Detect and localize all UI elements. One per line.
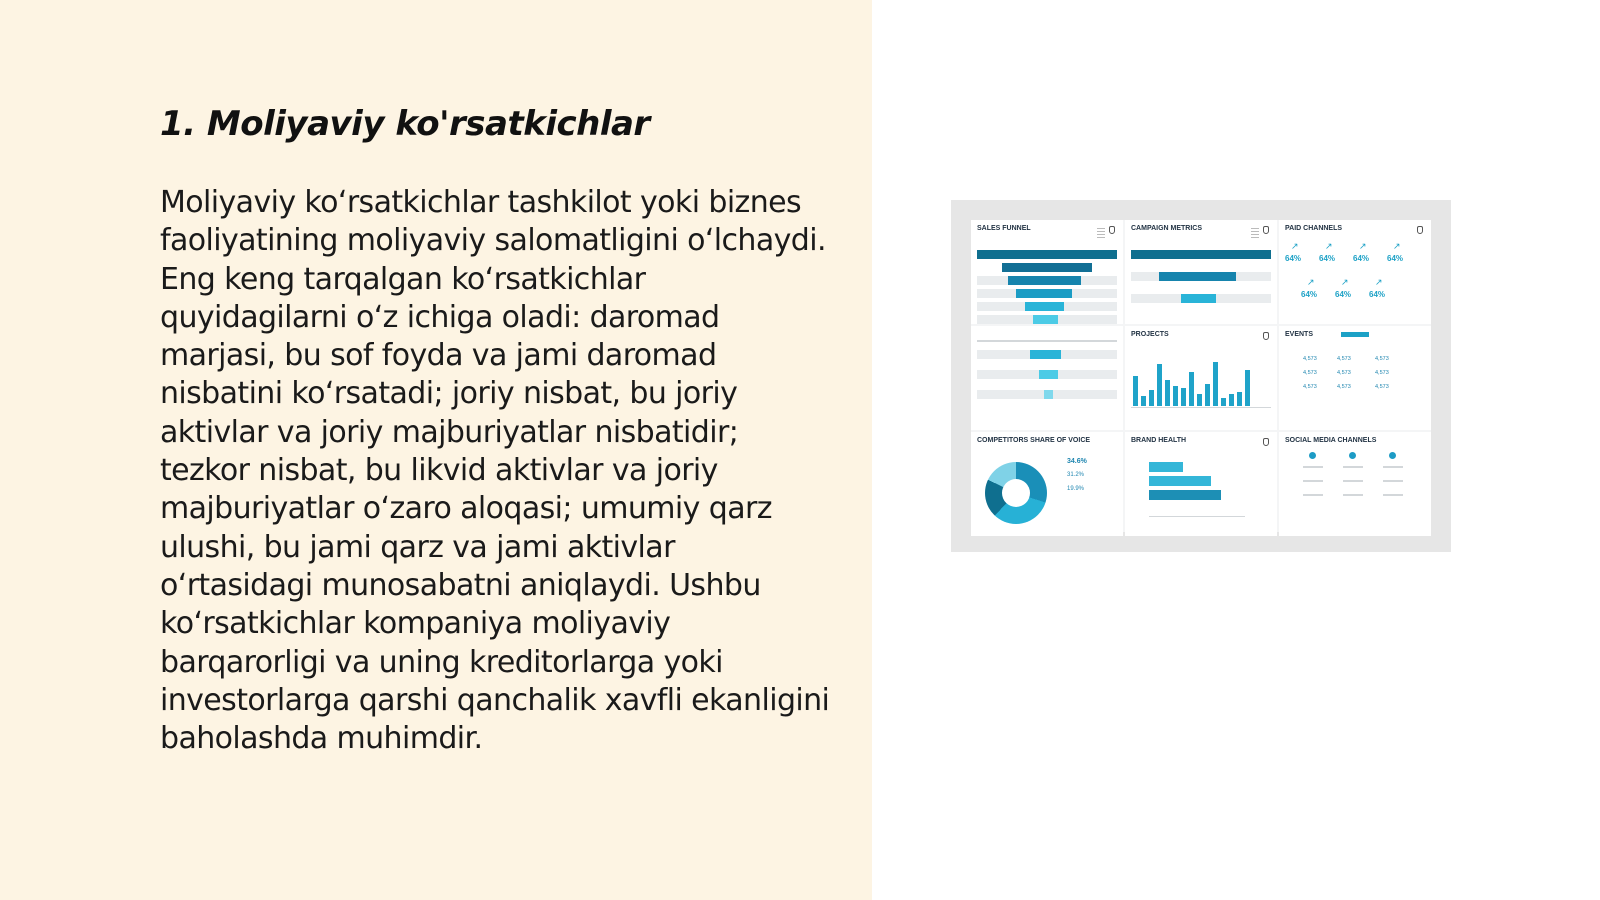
trend-up-icon: ↗ [1375, 278, 1383, 288]
metric-bar [1181, 294, 1216, 303]
divider [977, 340, 1117, 342]
chart-bar [1213, 362, 1218, 406]
chart-bar [1189, 372, 1194, 406]
chart-bar [1141, 396, 1146, 406]
chart-bar [1229, 394, 1234, 406]
paid-channels-panel [1279, 220, 1431, 324]
axis-line [1149, 516, 1245, 517]
trend-up-icon: ↗ [1291, 242, 1299, 252]
panel-title: SOCIAL MEDIA CHANNELS [1285, 437, 1377, 444]
placeholder-line [1303, 480, 1323, 482]
chart-bar [1205, 384, 1210, 406]
chart-bar [1237, 392, 1242, 406]
pointer-icon [1417, 226, 1423, 234]
events-panel [1279, 326, 1431, 430]
funnel-bar [977, 250, 1117, 259]
donut-hole [1002, 479, 1030, 507]
placeholder-line [1343, 466, 1363, 468]
funnel-bar [1025, 302, 1064, 311]
chart-bar [1173, 386, 1178, 406]
trend-up-icon: ↗ [1341, 278, 1349, 288]
event-value: 4,573 [1337, 384, 1351, 390]
chart-bar [1133, 376, 1138, 406]
panel-title: PROJECTS [1131, 331, 1169, 338]
funnel-bar [1016, 289, 1072, 298]
pointer-icon [1263, 226, 1269, 234]
funnel-row [977, 302, 1117, 311]
kpi-value: 64% [1319, 254, 1336, 263]
sales-funnel-panel [971, 220, 1123, 324]
funnel-bar [1008, 276, 1081, 285]
health-bar [1149, 462, 1183, 472]
social-icon [1389, 452, 1396, 459]
event-value: 4,573 [1375, 356, 1389, 362]
placeholder-line [1383, 494, 1403, 496]
metric-bar [1131, 250, 1271, 259]
funnel-row [977, 390, 1117, 399]
panel-title: COMPETITORS SHARE OF VOICE [977, 437, 1091, 444]
placeholder-line [1383, 466, 1403, 468]
panel-title: BRAND HEALTH [1131, 437, 1187, 444]
pointer-icon [1109, 226, 1115, 234]
pointer-icon [1263, 438, 1269, 446]
campaign-metrics-panel [1125, 220, 1277, 324]
funnel-row [977, 276, 1117, 285]
placeholder-line [1343, 494, 1363, 496]
slide-body-text: Moliyaviy koʻrsatkichlar tashkilot yoki biznes faoliyatining moliyaviy salomatligini oʻlchaydi. Eng keng tarqalgan koʻrsatkichlar quyidagilarni oʻz ichiga oladi: daromad marjasi, bu sof foyda va jami daromad nisbatini koʻrsatadi; joriy nisbat, bu joriy aktivlar va joriy majburiyatlar nisbatidir; tezkor nisbat, bu likvid aktivlar va joriy majburiyatlar oʻzaro aloqasi; umumiy qarz ulushi, bu jami qarz va jami aktivlar oʻrtasidagi munosabatni aniqlaydi. Ushbu koʻrsatkichlar kompaniya moliyaviy barqarorligi va uning kreditorlarga yoki investorlarga qarshi qanchalik xavfli ekanligini baholashda muhimdir. [160, 185, 830, 757]
metric-row [1131, 294, 1271, 303]
social-icon [1349, 452, 1356, 459]
social-media-panel [1279, 432, 1431, 536]
kpi-value: 64% [1387, 254, 1404, 263]
kpi-value: 64% [1353, 254, 1370, 263]
health-bar [1149, 490, 1221, 500]
trend-up-icon: ↗ [1307, 278, 1315, 288]
metric-bar [1159, 272, 1236, 281]
funnel-bar [1033, 315, 1058, 324]
kpi-value: 64% [1335, 290, 1352, 299]
funnel-bar [1039, 370, 1059, 379]
placeholder-line [1303, 466, 1323, 468]
menu-icon [1097, 228, 1105, 238]
social-icon [1309, 452, 1316, 459]
funnel-row [977, 370, 1117, 379]
slide-title: 1. Moliyaviy ko'rsatkichlar [160, 104, 650, 144]
event-value: 4,573 [1375, 384, 1389, 390]
share-value: 31.2% [1067, 472, 1085, 478]
event-value: 4,573 [1303, 370, 1317, 376]
funnel-row [977, 250, 1117, 259]
metric-row [1131, 250, 1271, 259]
trend-up-icon: ↗ [1359, 242, 1367, 252]
share-value: 19.9% [1067, 486, 1085, 492]
funnel-row [977, 350, 1117, 359]
chart-bar [1165, 380, 1170, 406]
chart-bar [1245, 370, 1250, 406]
chart-bar [1221, 398, 1226, 406]
axis-line [1131, 407, 1271, 408]
chart-bar [1149, 390, 1154, 406]
event-value: 4,573 [1337, 356, 1351, 362]
funnel-bar [1002, 263, 1092, 272]
share-value: 34.6% [1067, 458, 1087, 465]
funnel-detail-panel [971, 326, 1123, 430]
panel-title: PAID CHANNELS [1285, 225, 1343, 232]
competitors-share-panel [971, 432, 1123, 536]
placeholder-line [1383, 480, 1403, 482]
event-value: 4,573 [1375, 370, 1389, 376]
pointer-icon [1263, 332, 1269, 340]
funnel-row [977, 263, 1117, 272]
chart-bar [1197, 394, 1202, 406]
panel-title: CAMPAIGN METRICS [1131, 225, 1203, 232]
kpi-value: 64% [1369, 290, 1386, 299]
brand-health-panel [1125, 432, 1277, 536]
health-bar [1149, 476, 1211, 486]
panel-title: SALES FUNNEL [977, 225, 1031, 232]
funnel-row [977, 289, 1117, 298]
event-value: 4,573 [1337, 370, 1351, 376]
metric-row [1131, 272, 1271, 281]
dashboard-grid [971, 220, 1431, 532]
placeholder-line [1303, 494, 1323, 496]
funnel-row [977, 315, 1117, 324]
panel-title: EVENTS [1285, 331, 1314, 338]
dashboard-image [951, 200, 1451, 552]
funnel-bar [1044, 390, 1052, 399]
placeholder-line [1343, 480, 1363, 482]
share-donut-chart [985, 462, 1047, 524]
trend-up-icon: ↗ [1393, 242, 1401, 252]
projects-panel [1125, 326, 1277, 430]
event-value: 4,573 [1303, 384, 1317, 390]
kpi-value: 64% [1301, 290, 1318, 299]
events-tab [1341, 332, 1369, 337]
kpi-value: 64% [1285, 254, 1302, 263]
event-value: 4,573 [1303, 356, 1317, 362]
funnel-bar [1030, 350, 1061, 359]
chart-bar [1181, 388, 1186, 406]
menu-icon [1251, 228, 1259, 238]
trend-up-icon: ↗ [1325, 242, 1333, 252]
chart-bar [1157, 364, 1162, 406]
